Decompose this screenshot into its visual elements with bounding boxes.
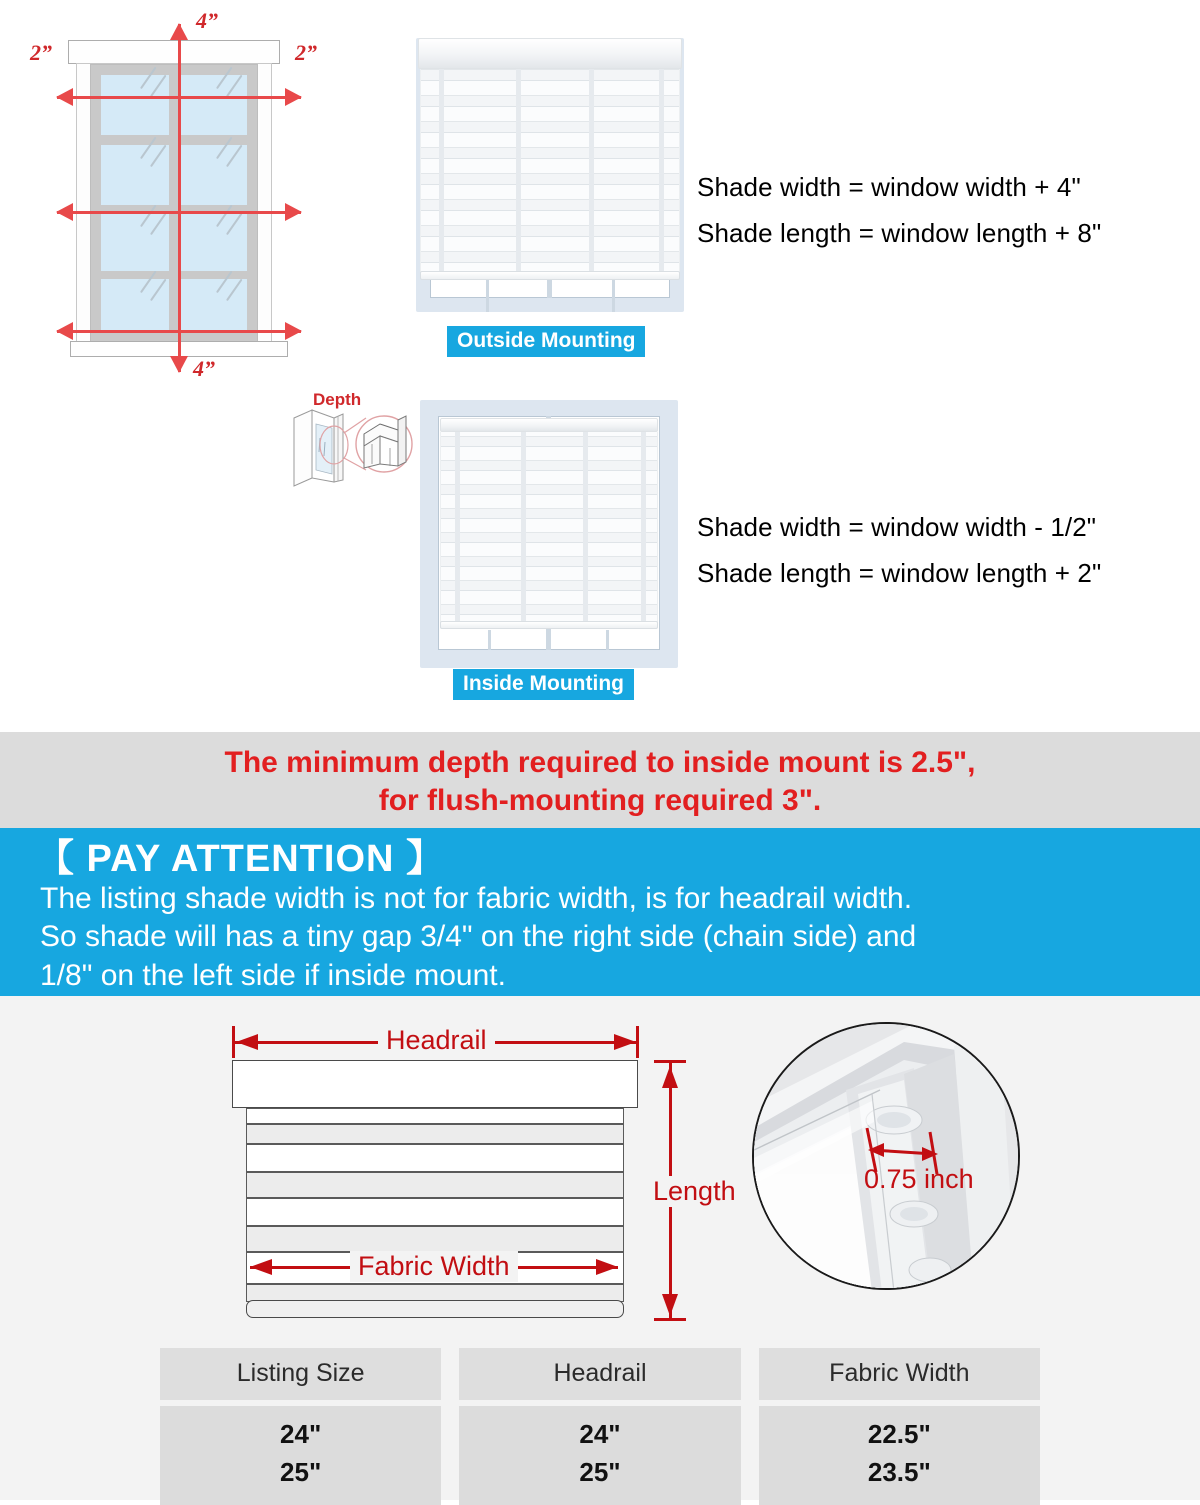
fabric-width-label: Fabric Width: [350, 1251, 518, 1282]
length-arrow-up: [662, 1066, 678, 1088]
headrail-spec-area: [0, 996, 1200, 1500]
outside-mounting-label: Outside Mounting: [447, 326, 645, 357]
fabric-slat: [246, 1144, 624, 1172]
zebra-stripe: [441, 460, 657, 471]
chain-mechanism-photo: [752, 1022, 1020, 1290]
table-cell-value: 25": [280, 1456, 322, 1487]
zebra-stripe: [441, 556, 657, 567]
shade-fabric-body: [420, 69, 680, 272]
table-cell-listing-size: [160, 1406, 441, 1505]
zebra-stripe: [421, 95, 679, 107]
headrail-arrow-right: [614, 1034, 636, 1050]
dimension-label-right: 2”: [295, 40, 317, 65]
fabric-width-arrow-right: [596, 1259, 618, 1275]
zebra-tick: [455, 432, 460, 622]
outside-formula-length: Shade length = window length + 8": [697, 218, 1102, 248]
length-arrow-down: [662, 1294, 678, 1316]
zebra-tick: [521, 432, 526, 622]
table-cell-value: 24": [280, 1419, 322, 1449]
depth-banner-line-1: The minimum depth required to inside mount is 2.5",: [224, 746, 976, 779]
zebra-tick: [659, 69, 664, 272]
shade-headrail: [440, 418, 658, 432]
headrail-arrow-left: [236, 1034, 258, 1050]
depth-label: Depth: [313, 390, 362, 409]
table-cell-value: 24": [579, 1419, 621, 1449]
zebra-stripe: [421, 225, 679, 237]
headrail-schematic: [230, 1018, 736, 1330]
inside-formula-length: Shade length = window length + 2": [697, 558, 1102, 588]
inside-mount-shade-illustration: [420, 400, 678, 668]
dimension-label-top: 4”: [196, 8, 218, 33]
zebra-tick: [641, 432, 646, 622]
zebra-stripe: [441, 532, 657, 543]
fabric-slat: [246, 1108, 624, 1124]
depth-callout: [286, 390, 414, 498]
zebra-stripe: [441, 436, 657, 447]
window-mullion-inner: [488, 630, 491, 650]
depth-illustration-svg: [286, 390, 414, 498]
depth-banner-line-2: for flush-mounting required 3".: [378, 784, 822, 817]
zebra-stripe: [421, 69, 679, 81]
zebra-stripe: [421, 121, 679, 133]
outside-mount-window-diagram: [0, 0, 400, 390]
table-cell-fabric-width: [759, 1406, 1040, 1505]
fabric-width-arrow-left: [250, 1259, 272, 1275]
zebra-stripe: [421, 147, 679, 159]
dimension-label-left: 2”: [30, 40, 52, 65]
pay-attention-line-2: So shade will has a tiny gap 3/4" on the right side (chain side) and: [40, 920, 917, 954]
zebra-tick: [583, 432, 588, 622]
zebra-stripe: [421, 251, 679, 263]
table-header-headrail: Headrail: [459, 1348, 740, 1400]
pay-attention-banner: [0, 828, 1200, 996]
table-header-listing-size: Listing Size: [160, 1348, 441, 1400]
zebra-stripe: [441, 484, 657, 495]
zebra-tick: [516, 69, 521, 272]
minimum-depth-banner: [0, 732, 1200, 828]
inside-mounting-label: Inside Mounting: [453, 669, 634, 700]
fabric-bottom-rail: [246, 1300, 624, 1318]
photo-measure-label: 0.75 inch: [864, 1164, 974, 1194]
table-cell-headrail: [459, 1406, 740, 1505]
diagram-area: [0, 0, 1200, 732]
zebra-stripe: [441, 580, 657, 591]
window-mullion-inner: [612, 278, 615, 312]
pay-attention-title: 【 PAY ATTENTION 】: [36, 838, 446, 880]
zebra-tick: [439, 69, 444, 272]
fabric-slat: [246, 1124, 624, 1144]
zebra-stripe: [421, 199, 679, 211]
shade-fabric-body: [440, 432, 658, 622]
window-mullion-inner: [606, 630, 609, 650]
length-arrow-vertical: [170, 24, 188, 372]
shade-bottom-rail: [420, 271, 680, 280]
inside-formula-width: Shade width = window width - 1/2": [697, 512, 1097, 542]
outside-mount-shade-illustration: [416, 38, 684, 312]
pay-attention-line-3: 1/8" on the left side if inside mount.: [40, 958, 506, 992]
zebra-tick: [589, 69, 594, 272]
headrail-label: Headrail: [378, 1025, 495, 1056]
shade-headrail: [418, 38, 682, 69]
fabric-slat: [246, 1226, 624, 1252]
shade-bottom-rail: [440, 621, 658, 629]
dimension-label-bottom: 4”: [193, 356, 215, 381]
table-cell-value: 23.5": [867, 1456, 931, 1487]
outside-formula-width: Shade width = window width + 4": [697, 172, 1081, 202]
fabric-slat: [246, 1172, 624, 1198]
zebra-stripe: [421, 173, 679, 185]
headrail-box: [232, 1060, 638, 1108]
fabric-slat: [246, 1198, 624, 1226]
table-header-fabric-width: Fabric Width: [759, 1348, 1040, 1400]
zebra-stripe: [441, 604, 657, 615]
table-cell-value: 25": [579, 1456, 621, 1487]
length-label: Length: [645, 1176, 744, 1207]
window-mullion-inner: [486, 278, 489, 312]
zebra-stripe: [441, 508, 657, 519]
pay-attention-line-1: The listing shade width is not for fabric width, is for headrail width.: [40, 882, 913, 915]
measure-annotation-svg: [754, 1024, 1020, 1290]
spec-table: [160, 1348, 1040, 1505]
table-cell-value: 22.5": [867, 1419, 931, 1449]
